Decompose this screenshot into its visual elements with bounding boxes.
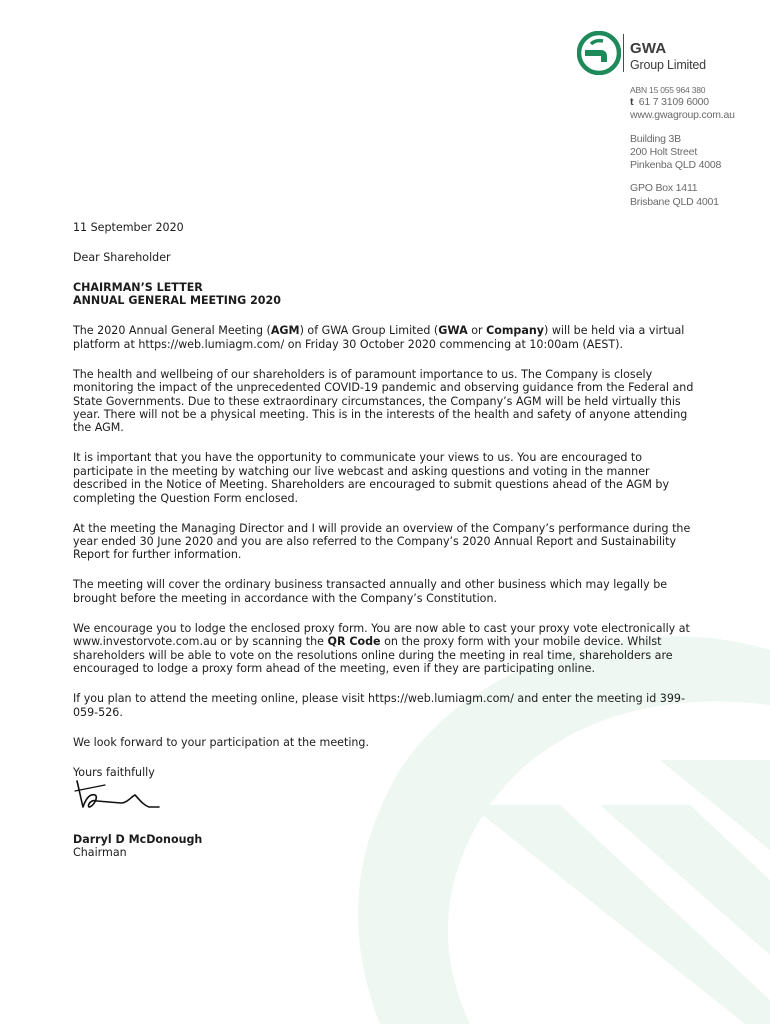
paragraph-overview: At the meeting the Managing Director and I will provide an overview of the Company’s performance during the year ended 30 June 2020 and you are also referred to the Company’s 2020 Annual Report and Sustainability Report for further information. <box>73 521 691 562</box>
letter-heading <box>73 281 698 308</box>
phone-prefix: t <box>630 96 634 108</box>
paragraph-health: The health and wellbeing of our shareholders is of paramount importance to us. The Company is closely monitoring the impact of the unprecedented COVID-19 pandemic and observing guidance from the Federal and State Governments. Due to these extraordinary circumstances, the Company’s AGM will be held virtually this year. There will not be a physical meeting. This is in the interests of the health and safety of anyone attending the AGM. <box>73 367 694 435</box>
logo-divider <box>623 34 624 72</box>
heading-line-2: ANNUAL GENERAL MEETING 2020 <box>73 294 281 308</box>
website: www.gwagroup.com.au <box>630 109 735 122</box>
paragraph-proxy: We encourage you to lodge the enclosed proxy form. You are now able to cast your proxy vote electronically at www.investorvote.com.au or by scanning the QR Code on the proxy form with your mobile device. Whilst shareholders will be able to vote on the resolutions online during the meeting in real time, shareholders are encouraged to lodge a proxy form ahead of the meeting, even if they are participating online. <box>73 621 690 676</box>
signatory-title: Chairman <box>73 846 127 860</box>
letter-body <box>73 221 698 860</box>
logo-name: GWA <box>630 40 667 57</box>
paragraph-forward: We look forward to your participation at the meeting. <box>73 735 369 749</box>
paragraph-business: The meeting will cover the ordinary business transacted annually and other business which may legally be brought before the meeting in accordance with the Company’s Constitution. <box>73 578 668 605</box>
gwa-emblem-icon <box>577 31 621 75</box>
address-line: Building 3B <box>630 132 681 145</box>
logo-subname: Group Limited <box>630 58 706 72</box>
closing: Yours faithfully <box>73 765 155 779</box>
postal-line: Brisbane QLD 4001 <box>630 195 719 208</box>
paragraph-online: If you plan to attend the meeting online, please visit https://web.lumiagm.com/ and enter the meeting id 399-059-526. <box>73 692 685 719</box>
company-logo <box>577 31 717 77</box>
address-line: Pinkenba QLD 4008 <box>630 159 722 172</box>
signatory-name: Darryl D McDonough <box>73 832 203 846</box>
paragraph-participation: It is important that you have the opportunity to communicate your views to us. You are encouraged to participate in the meeting by watching our live webcast and asking questions and voting in the manner described in the Notice of Meeting. Shareholders are encouraged to submit questions ahead of the AGM by completing the Question Form enclosed. <box>73 451 670 505</box>
greeting: Dear Shareholder <box>73 251 171 264</box>
signature-image <box>73 773 173 823</box>
abn: ABN 15 055 964 380 <box>630 85 706 95</box>
address-line: 200 Holt Street <box>630 145 698 158</box>
phone <box>630 96 765 109</box>
postal-line: GPO Box 1411 <box>630 182 698 195</box>
paragraph-agm-details: The 2020 Annual General Meeting (AGM) of GWA Group Limited (GWA or Company) will be held via a virtual platform at https://web.lumiagm.com/ on Friday 30 October 2020 commencing at 10:00am (AEST). <box>73 324 685 351</box>
phone-number: 61 7 3109 6000 <box>638 96 709 108</box>
heading-line-1: CHAIRMAN’S LETTER <box>73 281 203 294</box>
letter-date: 11 September 2020 <box>73 221 184 234</box>
contact-details <box>630 85 765 209</box>
